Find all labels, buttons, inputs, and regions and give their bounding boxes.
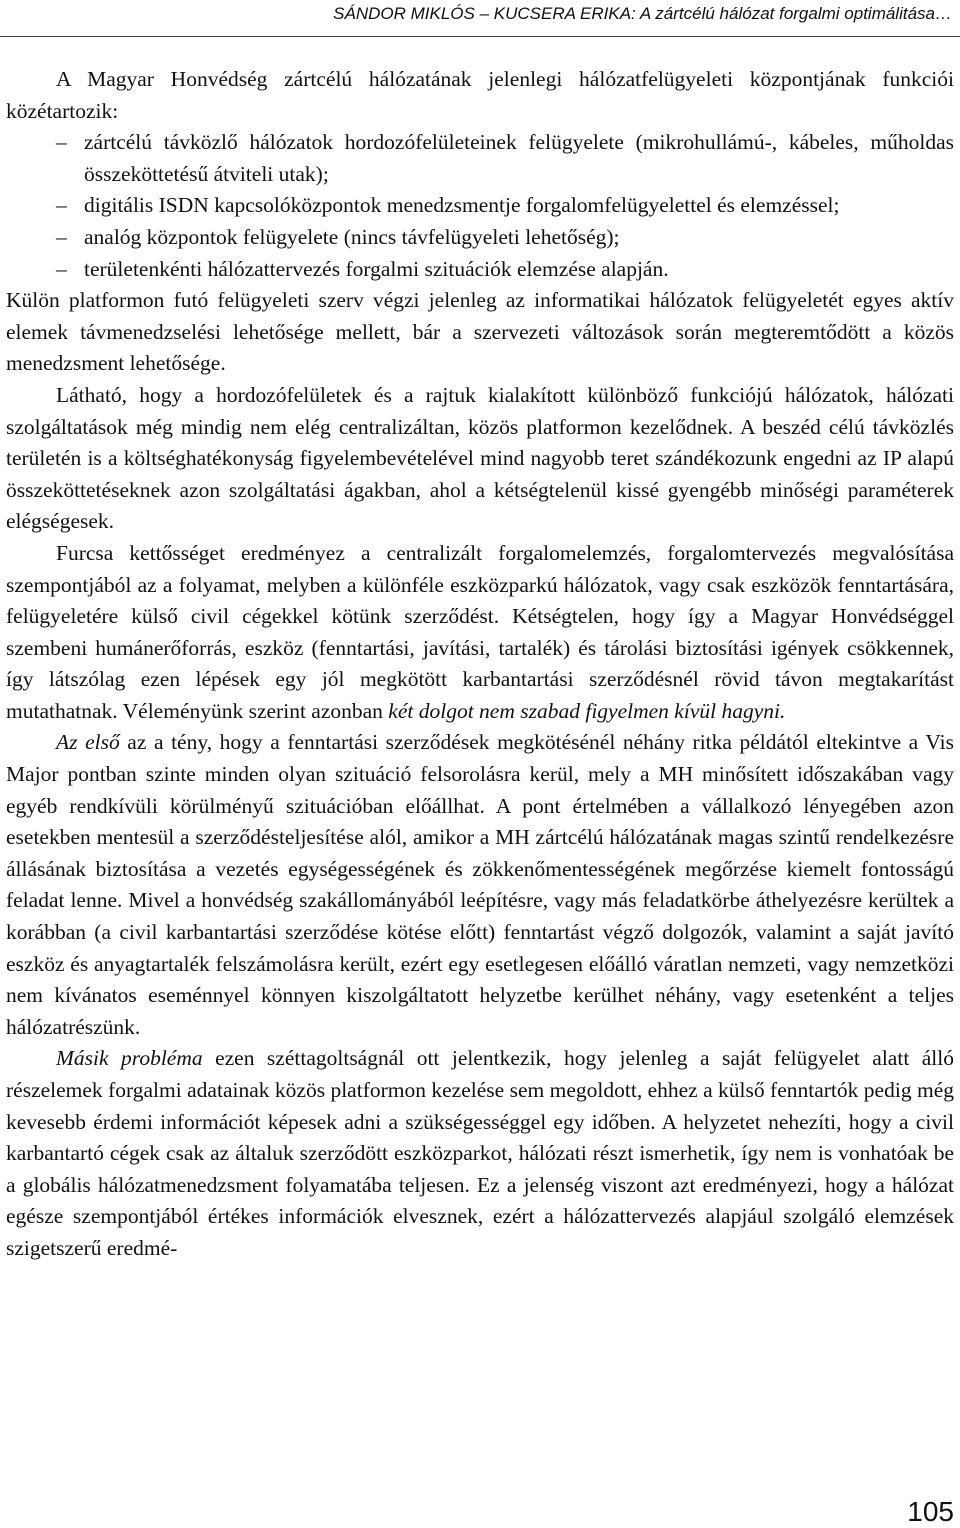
paragraph-first-issue-emphasis: Az első	[56, 730, 120, 755]
list-dash: –	[56, 224, 67, 249]
paragraph-first-issue-text: az a tény, hogy a fenntartási szerződések megkötésénél néhány ritka példától eltekintve a Vis Major pontban szinte minden olyan szituáció felsorolásra kerül, mely a MH minősített időszakában vagy egyéb rendkívüli körülményű szituációban előállhat. A pont értelmében a vállalkozó lényegében azon esetekben mentesül a szerződésteljesítése alól, amikor a MH zártcélú hálózatának magas szintű rendelkezésre állásának biztosítása a vezetés egységességének és zökkenőmentességének megőrzése kiemelt fontosságú feladat lenne. Mivel a honvédség szakállományából leépítésre, vagy más feladatkörbe áthelyezésre kerültek a korábban (a civil karbantartási szerződése kötése előtt) fenntartást végző dolgozók, valamint a saját javító eszköz és anyagtartalék felszámolásra került, ezért egy esetlegesen előálló váratlan nemzeti, vagy nemzetközi nem kívánatos eseménnyel könnyen kiszolgáltatott helyzetbe kerülhet néhány, vagy esetenként a teljes hálózatrészünk.	[6, 730, 954, 1039]
page-number: 105	[907, 1496, 954, 1527]
article-body	[6, 64, 954, 1265]
function-list	[6, 127, 954, 285]
paragraph-platform: Külön platformon futó felügyeleti szerv végzi jelenleg az informatikai hálózatok felügyeletét egyes aktív elemek távmenedzselési lehetősége mellett, bár a szervezeti változások során megteremtődött a közös menedzsment lehetősége.	[6, 288, 954, 376]
paragraph-first-issue	[6, 727, 954, 1043]
paragraph-second-issue	[6, 1043, 954, 1264]
list-item	[6, 190, 954, 222]
paragraph-centralization: Látható, hogy a hordozófelületek és a rajtuk kialakított különböző funkciójú hálózatok, hálózati szolgáltatások még mindig nem elég centralizáltan, közös platformon kezelődnek. A beszéd célú távközlés területén is a költséghatékonyság figyelembevételével mind nagyobb teret szándékozunk engedni az IP alapú összeköttetéseknek azon szolgáltatási ágakban, ahol a kétségtelenül kissé gyengébb minőségi paraméterek elégségesek.	[6, 382, 954, 534]
list-dash: –	[56, 193, 67, 218]
list-item	[6, 254, 954, 286]
list-item-text: digitális ISDN kapcsolóközpontok menedzsmentje forgalomfelügyelettel és elemzéssel;	[84, 193, 840, 218]
list-dash: –	[56, 256, 67, 281]
list-item-text: analóg központok felügyelete (nincs távfelügyeleti lehetőség);	[84, 224, 620, 249]
list-item	[6, 127, 954, 190]
paragraph-second-issue-text: ezen széttagoltságnál ott jelentkezik, hogy jelenleg a saját felügyelet alatt álló részelemek forgalmi adatainak közös platformon kezelése sem megoldott, ehhez a külső fenntartók pedig még kevesebb érdemi információt képesek adni a szükségességgel egy időben. A helyzetet nehezíti, hogy a civil karbantartó cégek csak az általuk szerződött eszközparkot, hálózati részt ismerhetik, így nem is vonhatóak be a globális hálózatmenedzsment folyamatába teljesen. Ez a jelenség viszont azt eredményezi, hogy a hálózat egésze szempontjából értékes információk elvesznek, ezért a hálózattervezés alapjául szolgáló elemzések szigetszerű eredmé-	[6, 1046, 954, 1260]
paragraph-duality-text: Furcsa kettősséget eredményez a centralizált forgalomelemzés, forgalomtervezés megvalósítása szempontjából az a folyamat, melyben a különféle eszközparkú hálózatok, vagy csak eszközök fenntartására, felügyeletére külső civil cégekkel kötünk szerződést. Kétségtelen, hogy így a Magyar Honvédséggel szembeni humánerőforrás, eszköz (fenntartási, javítási, tartalék) és tárolási biztosítási igények csökkennek, így látszólag ezen lépések egy jól megkötött karbantartási szerződésnél rövid távon megtakarítást mutathatnak. Véleményünk szerint azonban	[6, 540, 954, 723]
list-item	[6, 222, 954, 254]
paragraph-duality-emphasis: két dolgot nem szabad figyelmen kívül hagyni.	[388, 698, 786, 723]
list-item-text: zártcélú távközlő hálózatok hordozófelületeinek felügyelete (mikrohullámú-, kábeles, műholdas összeköttetésű átviteli utak);	[84, 130, 954, 186]
paragraph-duality	[6, 538, 954, 728]
intro-paragraph: A Magyar Honvédség zártcélú hálózatának jelenlegi hálózatfelügyeleti központjának funkciói közétartozik:	[6, 67, 954, 123]
running-header: SÁNDOR MIKLÓS – KUCSERA ERIKA: A zártcélú hálózat forgalmi optimálitása…	[333, 4, 952, 23]
list-dash: –	[56, 130, 67, 155]
list-item-text: területenkénti hálózattervezés forgalmi szituációk elemzése alapján.	[84, 256, 669, 281]
header-rule	[0, 36, 960, 37]
paragraph-second-issue-emphasis: Másik probléma	[56, 1046, 203, 1071]
